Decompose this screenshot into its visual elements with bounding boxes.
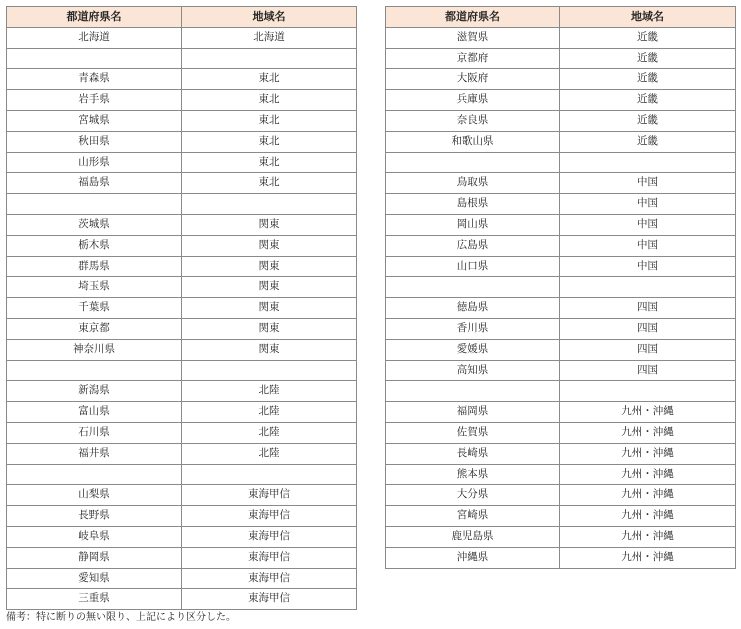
prefecture-cell: 石川県 xyxy=(7,422,182,443)
region-cell: 九州・沖縄 xyxy=(560,485,736,506)
region-cell: 九州・沖縄 xyxy=(560,443,736,464)
prefecture-cell: 神奈川県 xyxy=(7,339,182,360)
prefecture-cell: 群馬県 xyxy=(7,256,182,277)
table-row xyxy=(386,443,736,464)
table-row xyxy=(386,194,736,215)
prefecture-cell: 福岡県 xyxy=(386,402,560,423)
region-cell: 九州・沖縄 xyxy=(560,422,736,443)
prefecture-cell: 兵庫県 xyxy=(386,90,560,111)
table-row xyxy=(386,547,736,568)
prefecture-cell: 長野県 xyxy=(7,506,182,527)
prefecture-cell xyxy=(386,152,560,173)
table-row xyxy=(7,69,357,90)
prefecture-cell: 岡山県 xyxy=(386,214,560,235)
region-cell: 近畿 xyxy=(560,69,736,90)
region-cell: 近畿 xyxy=(560,27,736,48)
table-row xyxy=(7,298,357,319)
table-row xyxy=(386,318,736,339)
region-cell: 東海甲信 xyxy=(182,547,357,568)
table-row xyxy=(386,152,736,173)
table-row xyxy=(7,318,357,339)
region-cell: 九州・沖縄 xyxy=(560,547,736,568)
table-row xyxy=(7,173,357,194)
prefecture-cell: 熊本県 xyxy=(386,464,560,485)
table-row xyxy=(7,589,357,610)
footnote: 備考：特に断りの無い限り、上記により区分した。 xyxy=(6,612,236,623)
prefecture-cell: 愛知県 xyxy=(7,568,182,589)
region-cell: 近畿 xyxy=(560,48,736,69)
prefecture-cell: 栃木県 xyxy=(7,235,182,256)
table-row xyxy=(7,506,357,527)
region-cell: 四国 xyxy=(560,360,736,381)
prefecture-cell xyxy=(7,194,182,215)
region-cell: 関東 xyxy=(182,318,357,339)
table-row xyxy=(386,90,736,111)
table-row xyxy=(7,27,357,48)
table-row xyxy=(386,277,736,298)
prefecture-cell: 高知県 xyxy=(386,360,560,381)
region-cell: 九州・沖縄 xyxy=(560,506,736,527)
prefecture-cell: 富山県 xyxy=(7,402,182,423)
region-cell: 関東 xyxy=(182,214,357,235)
table-row xyxy=(386,173,736,194)
table-row xyxy=(7,131,357,152)
region-cell: 関東 xyxy=(182,339,357,360)
prefecture-cell: 徳島県 xyxy=(386,298,560,319)
region-cell: 近畿 xyxy=(560,131,736,152)
table-row xyxy=(386,298,736,319)
prefecture-cell: 福井県 xyxy=(7,443,182,464)
region-cell: 四国 xyxy=(560,339,736,360)
region-cell: 九州・沖縄 xyxy=(560,464,736,485)
table-row xyxy=(386,485,736,506)
table-row xyxy=(7,48,357,69)
header-prefecture-name: 都道府県名 xyxy=(386,7,560,28)
prefecture-cell: 岐阜県 xyxy=(7,526,182,547)
region-cell: 東北 xyxy=(182,173,357,194)
table-row xyxy=(7,360,357,381)
region-cell: 東海甲信 xyxy=(182,589,357,610)
prefecture-cell: 愛媛県 xyxy=(386,339,560,360)
region-cell xyxy=(182,48,357,69)
table-row xyxy=(7,568,357,589)
prefecture-cell: 佐賀県 xyxy=(386,422,560,443)
prefecture-cell: 沖縄県 xyxy=(386,547,560,568)
table-row xyxy=(7,110,357,131)
prefecture-cell: 千葉県 xyxy=(7,298,182,319)
prefecture-cell xyxy=(7,360,182,381)
table-row xyxy=(386,506,736,527)
table-body-left xyxy=(7,27,357,609)
prefecture-cell: 奈良県 xyxy=(386,110,560,131)
table-row xyxy=(386,526,736,547)
region-cell xyxy=(560,381,736,402)
table-row xyxy=(7,381,357,402)
table-row xyxy=(7,485,357,506)
region-cell: 四国 xyxy=(560,298,736,319)
prefecture-cell: 香川県 xyxy=(386,318,560,339)
table-row xyxy=(7,526,357,547)
table-row xyxy=(7,256,357,277)
region-cell: 中国 xyxy=(560,173,736,194)
region-cell: 中国 xyxy=(560,214,736,235)
prefecture-cell: 広島県 xyxy=(386,235,560,256)
table-row xyxy=(7,339,357,360)
table-row xyxy=(386,464,736,485)
table-row xyxy=(386,235,736,256)
table-row xyxy=(7,402,357,423)
region-cell xyxy=(182,360,357,381)
prefecture-cell: 大阪府 xyxy=(386,69,560,90)
table-row xyxy=(386,381,736,402)
prefecture-cell xyxy=(7,48,182,69)
table-row xyxy=(386,131,736,152)
table-row xyxy=(7,277,357,298)
prefecture-cell: 東京都 xyxy=(7,318,182,339)
table-row xyxy=(7,464,357,485)
prefecture-cell: 青森県 xyxy=(7,69,182,90)
header-prefecture-name: 都道府県名 xyxy=(7,7,182,28)
region-cell: 関東 xyxy=(182,277,357,298)
table-header-row xyxy=(7,7,357,28)
prefecture-cell: 京都府 xyxy=(386,48,560,69)
table-row xyxy=(386,110,736,131)
region-cell: 東北 xyxy=(182,69,357,90)
prefecture-region-table-left xyxy=(6,6,357,610)
region-cell: 中国 xyxy=(560,235,736,256)
prefecture-cell xyxy=(386,277,560,298)
table-body-right xyxy=(386,27,736,568)
region-cell: 北陸 xyxy=(182,422,357,443)
table-row xyxy=(386,339,736,360)
prefecture-cell: 山口県 xyxy=(386,256,560,277)
table-header-row xyxy=(386,7,736,28)
region-cell: 関東 xyxy=(182,298,357,319)
region-cell: 東北 xyxy=(182,152,357,173)
prefecture-cell: 三重県 xyxy=(7,589,182,610)
table-row xyxy=(386,402,736,423)
table-row xyxy=(386,69,736,90)
table-row xyxy=(7,422,357,443)
region-cell: 東北 xyxy=(182,131,357,152)
region-cell: 中国 xyxy=(560,256,736,277)
prefecture-cell: 鳥取県 xyxy=(386,173,560,194)
table-row xyxy=(7,443,357,464)
prefecture-cell: 秋田県 xyxy=(7,131,182,152)
region-cell xyxy=(182,464,357,485)
prefecture-cell: 大分県 xyxy=(386,485,560,506)
table-row xyxy=(7,235,357,256)
prefecture-cell: 宮城県 xyxy=(7,110,182,131)
region-cell: 関東 xyxy=(182,256,357,277)
table-row xyxy=(386,422,736,443)
region-cell: 北陸 xyxy=(182,381,357,402)
region-cell: 北陸 xyxy=(182,402,357,423)
prefecture-cell: 島根県 xyxy=(386,194,560,215)
region-cell xyxy=(182,194,357,215)
region-cell: 東北 xyxy=(182,90,357,111)
prefecture-cell: 和歌山県 xyxy=(386,131,560,152)
table-row xyxy=(7,194,357,215)
table-row xyxy=(386,27,736,48)
prefecture-cell: 宮崎県 xyxy=(386,506,560,527)
region-cell: 北陸 xyxy=(182,443,357,464)
prefecture-cell: 茨城県 xyxy=(7,214,182,235)
prefecture-cell: 福島県 xyxy=(7,173,182,194)
prefecture-cell: 新潟県 xyxy=(7,381,182,402)
table-row xyxy=(386,256,736,277)
region-cell: 東北 xyxy=(182,110,357,131)
region-cell xyxy=(560,277,736,298)
prefecture-cell xyxy=(7,464,182,485)
prefecture-cell: 静岡県 xyxy=(7,547,182,568)
region-cell: 北海道 xyxy=(182,27,357,48)
table-row xyxy=(386,214,736,235)
prefecture-cell: 山梨県 xyxy=(7,485,182,506)
table-row xyxy=(7,547,357,568)
prefecture-cell xyxy=(386,381,560,402)
region-cell: 近畿 xyxy=(560,90,736,111)
prefecture-cell: 滋賀県 xyxy=(386,27,560,48)
region-cell: 東海甲信 xyxy=(182,485,357,506)
region-cell: 中国 xyxy=(560,194,736,215)
region-cell: 関東 xyxy=(182,235,357,256)
region-cell: 近畿 xyxy=(560,110,736,131)
table-row xyxy=(7,214,357,235)
region-cell: 東海甲信 xyxy=(182,526,357,547)
header-region-name: 地域名 xyxy=(560,7,736,28)
prefecture-cell: 長崎県 xyxy=(386,443,560,464)
prefecture-cell: 岩手県 xyxy=(7,90,182,111)
table-row xyxy=(7,90,357,111)
region-cell: 東海甲信 xyxy=(182,568,357,589)
prefecture-region-table-right xyxy=(385,6,736,569)
prefecture-cell: 埼玉県 xyxy=(7,277,182,298)
region-cell: 九州・沖縄 xyxy=(560,526,736,547)
table-row xyxy=(386,360,736,381)
table-row xyxy=(386,48,736,69)
prefecture-cell: 山形県 xyxy=(7,152,182,173)
header-region-name: 地域名 xyxy=(182,7,357,28)
prefecture-cell: 鹿児島県 xyxy=(386,526,560,547)
region-cell xyxy=(560,152,736,173)
region-cell: 九州・沖縄 xyxy=(560,402,736,423)
region-cell: 東海甲信 xyxy=(182,506,357,527)
table-row xyxy=(7,152,357,173)
prefecture-cell: 北海道 xyxy=(7,27,182,48)
region-cell: 四国 xyxy=(560,318,736,339)
